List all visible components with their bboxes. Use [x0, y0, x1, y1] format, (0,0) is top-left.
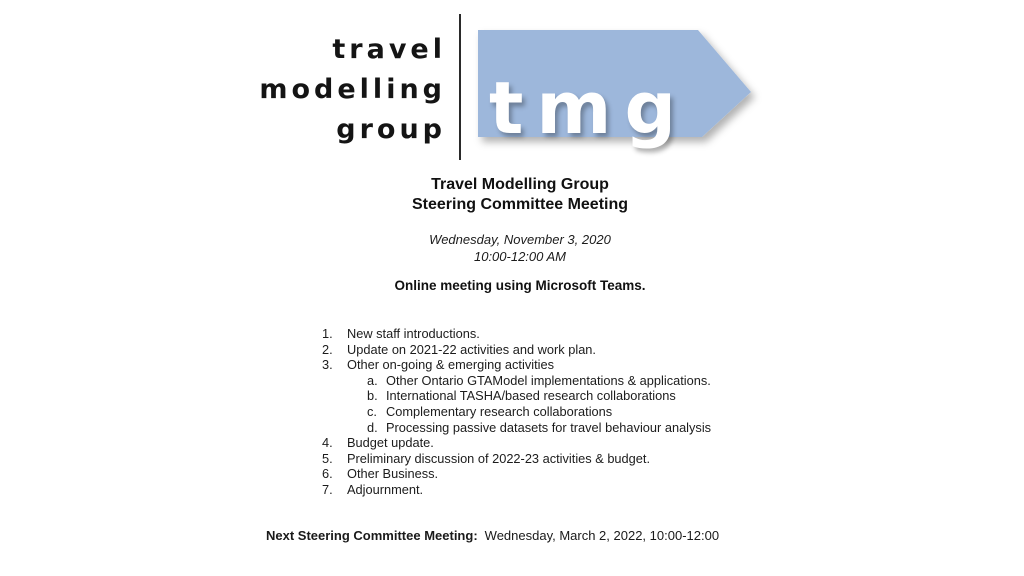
tmg-acronym: tmg — [489, 66, 689, 150]
agenda-item-marker: 7. — [322, 481, 333, 497]
agenda-item-marker: 2. — [322, 341, 333, 357]
agenda-item-text: Other on-going & emerging activities — [347, 357, 554, 373]
agenda-item — [322, 435, 802, 451]
meeting-date: Wednesday, November 3, 2020 — [429, 232, 611, 247]
agenda-item — [367, 404, 802, 420]
agenda-item-text: Complementary research collaborations — [386, 403, 613, 419]
agenda-item — [322, 342, 802, 358]
agenda-item-text: Budget update. — [347, 435, 434, 451]
wordmark-line-group: group — [336, 114, 446, 145]
agenda-item-text: Adjournment. — [347, 481, 424, 497]
document-heading — [270, 175, 770, 214]
agenda-item-text: International TASHA/based research collaborations — [386, 388, 676, 404]
agenda-item-marker: 5. — [322, 450, 333, 466]
agenda-item-text: Update on 2021-22 activities and work plan. — [347, 341, 596, 357]
agenda-item — [367, 373, 802, 389]
next-meeting-note — [266, 528, 719, 543]
agenda-item-marker: 4. — [322, 435, 333, 451]
agenda-item — [322, 482, 802, 498]
agenda-item — [367, 388, 802, 404]
agenda-item — [322, 357, 802, 373]
wordmark-line-modelling: modelling — [259, 74, 446, 105]
agenda-item-marker: a. — [367, 372, 378, 388]
wordmark-line-travel: travel — [332, 34, 446, 65]
agenda-item-text: Processing passive datasets for travel behaviour analysis — [386, 419, 712, 435]
agenda-list — [322, 326, 802, 498]
agenda-item — [367, 420, 802, 436]
agenda-item — [322, 451, 802, 467]
agenda-item — [322, 326, 802, 342]
logo-divider-line — [459, 14, 461, 160]
agenda-item-text: Preliminary discussion of 2022-23 activities & budget. — [347, 450, 651, 466]
title-line-2: Steering Committee Meeting — [411, 195, 629, 213]
meeting-platform: Online meeting using Microsoft Teams. — [394, 278, 646, 293]
agenda-item — [322, 466, 802, 482]
agenda-item-text: New staff introductions. — [347, 326, 480, 341]
agenda-item-marker: 1. — [322, 326, 333, 341]
tmg-wordmark — [259, 30, 446, 150]
agenda-item-marker: c. — [367, 403, 377, 419]
agenda-item-marker: d. — [367, 419, 378, 435]
agenda-item-marker: 6. — [322, 466, 333, 482]
next-meeting-value: Wednesday, March 2, 2022, 10:00-12:00 — [484, 528, 720, 543]
meeting-datetime — [270, 231, 770, 265]
agenda-item-marker: 3. — [322, 357, 333, 373]
agenda-item-text: Other Ontario GTAModel implementations & applications. — [386, 372, 711, 388]
agenda-item-text: Other Business. — [347, 466, 439, 482]
next-meeting-label: Next Steering Committee Meeting: — [266, 528, 478, 543]
agenda-item-marker: b. — [367, 388, 378, 404]
title-line-1: Travel Modelling Group — [431, 176, 609, 193]
meeting-time: 10:00-12:00 AM — [473, 249, 567, 264]
